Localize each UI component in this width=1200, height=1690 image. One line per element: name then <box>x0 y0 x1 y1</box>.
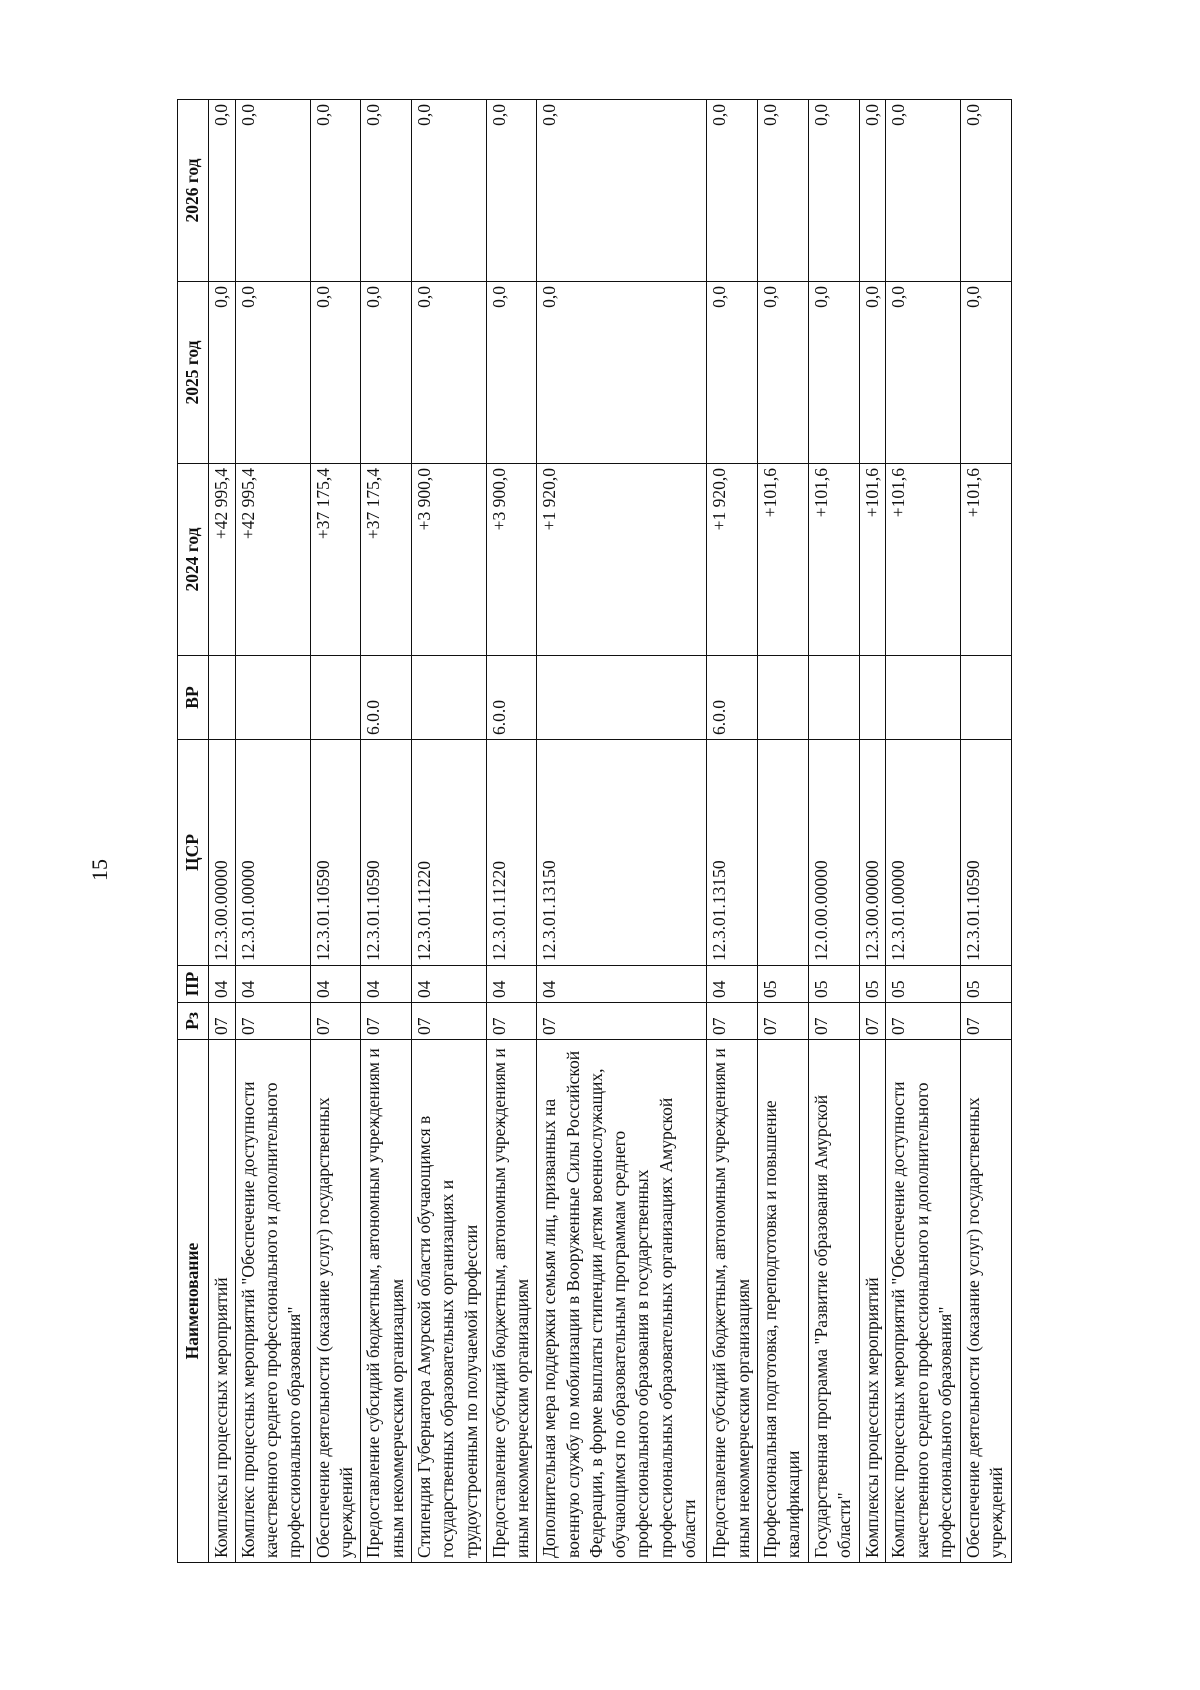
cell-csr: 12.3.01.10590 <box>961 740 1012 966</box>
cell-pr: 05 <box>886 966 961 1003</box>
header-name: Наименование <box>178 1040 209 1563</box>
cell-csr: 12.3.01.13150 <box>537 740 707 966</box>
cell-2026: 0,0 <box>758 100 809 282</box>
cell-csr: 12.3.01.11220 <box>412 740 487 966</box>
cell-pr: 04 <box>486 966 537 1003</box>
cell-2024: +42 995,4 <box>235 464 310 656</box>
cell-2025: 0,0 <box>758 282 809 464</box>
cell-csr <box>758 740 809 966</box>
cell-2025: 0,0 <box>886 282 961 464</box>
cell-2025: 0,0 <box>537 282 707 464</box>
cell-name: Комплексы процессных мероприятий <box>859 1040 886 1563</box>
cell-pr: 04 <box>412 966 487 1003</box>
cell-name: Обеспечение деятельности (оказание услуг) государственных учреждений <box>961 1040 1012 1563</box>
cell-pr: 04 <box>537 966 707 1003</box>
cell-2025: 0,0 <box>235 282 310 464</box>
cell-pr: 05 <box>808 966 859 1003</box>
cell-rz: 07 <box>412 1003 487 1040</box>
header-csr: ЦСР <box>178 740 209 966</box>
cell-2026: 0,0 <box>209 100 236 282</box>
cell-vr <box>235 656 310 740</box>
cell-2025: 0,0 <box>707 282 758 464</box>
cell-2026: 0,0 <box>235 100 310 282</box>
cell-name: Комплекс процессных мероприятий "Обеспечение доступности качественного среднего профессионального и дополнительного профессионального образования" <box>235 1040 310 1563</box>
header-pr: ПР <box>178 966 209 1003</box>
cell-vr <box>412 656 487 740</box>
table-row <box>707 100 758 1563</box>
cell-csr: 12.3.01.13150 <box>707 740 758 966</box>
cell-rz: 07 <box>758 1003 809 1040</box>
cell-2024: +42 995,4 <box>209 464 236 656</box>
table-row <box>808 100 859 1563</box>
header-2025: 2025 год <box>178 282 209 464</box>
cell-name: Предоставление субсидий бюджетным, автономным учреждениям и иным некоммерческим организациям <box>707 1040 758 1563</box>
budget-table <box>177 99 1012 1563</box>
cell-2026: 0,0 <box>886 100 961 282</box>
header-rz: Рз <box>178 1003 209 1040</box>
cell-pr: 04 <box>361 966 412 1003</box>
cell-vr <box>961 656 1012 740</box>
cell-2025: 0,0 <box>808 282 859 464</box>
cell-csr: 12.0.00.00000 <box>808 740 859 966</box>
cell-2024: +37 175,4 <box>310 464 361 656</box>
cell-vr <box>758 656 809 740</box>
table-header-row <box>178 100 209 1563</box>
cell-vr <box>808 656 859 740</box>
cell-csr: 12.3.00.00000 <box>859 740 886 966</box>
cell-rz: 07 <box>310 1003 361 1040</box>
cell-2026: 0,0 <box>859 100 886 282</box>
table-frame <box>177 100 1012 1563</box>
cell-pr: 05 <box>758 966 809 1003</box>
cell-rz: 07 <box>486 1003 537 1040</box>
cell-2026: 0,0 <box>961 100 1012 282</box>
cell-csr: 12.3.01.10590 <box>310 740 361 966</box>
table-row <box>361 100 412 1563</box>
header-2024: 2024 год <box>178 464 209 656</box>
cell-vr <box>859 656 886 740</box>
cell-csr: 12.3.00.00000 <box>209 740 236 966</box>
cell-name: Предоставление субсидий бюджетным, автономным учреждениям и иным некоммерческим организациям <box>361 1040 412 1563</box>
cell-2025: 0,0 <box>486 282 537 464</box>
cell-name: Предоставление субсидий бюджетным, автономным учреждениям и иным некоммерческим организациям <box>486 1040 537 1563</box>
cell-2024: +101,6 <box>758 464 809 656</box>
cell-name: Комплексы процессных мероприятий <box>209 1040 236 1563</box>
table-row <box>537 100 707 1563</box>
cell-2026: 0,0 <box>537 100 707 282</box>
header-2026: 2026 год <box>178 100 209 282</box>
cell-2026: 0,0 <box>412 100 487 282</box>
cell-rz: 07 <box>859 1003 886 1040</box>
table-row <box>961 100 1012 1563</box>
cell-2024: +3 900,0 <box>412 464 487 656</box>
cell-pr: 04 <box>310 966 361 1003</box>
cell-2024: +3 900,0 <box>486 464 537 656</box>
page-number: 15 <box>87 859 112 881</box>
cell-pr: 04 <box>707 966 758 1003</box>
cell-pr: 04 <box>235 966 310 1003</box>
cell-2024: +1 920,0 <box>707 464 758 656</box>
cell-2026: 0,0 <box>707 100 758 282</box>
cell-2024: +101,6 <box>859 464 886 656</box>
cell-pr: 05 <box>961 966 1012 1003</box>
table-row <box>209 100 236 1563</box>
cell-csr: 12.3.01.11220 <box>486 740 537 966</box>
cell-vr <box>209 656 236 740</box>
cell-name: Государственная программа "Развитие образования Амурской области" <box>808 1040 859 1563</box>
cell-2024: +101,6 <box>961 464 1012 656</box>
cell-2025: 0,0 <box>412 282 487 464</box>
cell-rz: 07 <box>235 1003 310 1040</box>
cell-csr: 12.3.01.10590 <box>361 740 412 966</box>
cell-2025: 0,0 <box>361 282 412 464</box>
cell-vr <box>886 656 961 740</box>
table-row <box>310 100 361 1563</box>
table-row <box>235 100 310 1563</box>
cell-vr: 6.0.0 <box>486 656 537 740</box>
cell-csr: 12.3.01.00000 <box>235 740 310 966</box>
cell-2026: 0,0 <box>310 100 361 282</box>
cell-pr: 04 <box>209 966 236 1003</box>
cell-vr <box>537 656 707 740</box>
cell-2026: 0,0 <box>808 100 859 282</box>
table-row <box>886 100 961 1563</box>
cell-2024: +101,6 <box>808 464 859 656</box>
table-row <box>859 100 886 1563</box>
cell-csr: 12.3.01.00000 <box>886 740 961 966</box>
cell-rz: 07 <box>361 1003 412 1040</box>
cell-rz: 07 <box>886 1003 961 1040</box>
cell-2025: 0,0 <box>209 282 236 464</box>
cell-pr: 05 <box>859 966 886 1003</box>
cell-vr: 6.0.0 <box>361 656 412 740</box>
cell-vr: 6.0.0 <box>707 656 758 740</box>
cell-rz: 07 <box>808 1003 859 1040</box>
cell-2025: 0,0 <box>961 282 1012 464</box>
cell-name: Стипендия Губернатора Амурской области обучающимся в государственных образовательных организациях и трудоустроенным по получаемой профессии <box>412 1040 487 1563</box>
cell-2024: +1 920,0 <box>537 464 707 656</box>
cell-name: Профессиональная подготовка, переподготовка и повышение квалификации <box>758 1040 809 1563</box>
cell-2026: 0,0 <box>486 100 537 282</box>
table-row <box>412 100 487 1563</box>
cell-rz: 07 <box>537 1003 707 1040</box>
table-row <box>486 100 537 1563</box>
cell-name: Обеспечение деятельности (оказание услуг) государственных учреждений <box>310 1040 361 1563</box>
cell-2024: +101,6 <box>886 464 961 656</box>
cell-2025: 0,0 <box>859 282 886 464</box>
cell-name: Комплекс процессных мероприятий "Обеспечение доступности качественного среднего профессионального и дополнительного профессионального образования" <box>886 1040 961 1563</box>
cell-rz: 07 <box>209 1003 236 1040</box>
table-row <box>758 100 809 1563</box>
cell-vr <box>310 656 361 740</box>
header-vr: ВР <box>178 656 209 740</box>
cell-2024: +37 175,4 <box>361 464 412 656</box>
cell-rz: 07 <box>961 1003 1012 1040</box>
cell-rz: 07 <box>707 1003 758 1040</box>
cell-2026: 0,0 <box>361 100 412 282</box>
cell-2025: 0,0 <box>310 282 361 464</box>
cell-name: Дополнительная мера поддержки семьям лиц, призванных на военную службу по мобилизации в Вооруженные Силы Российской Федерации, в форме выплаты стипендии детям военнослужащих, обучающимся по образовательным программам среднего профессионального образования в государственных профессиональных образовательных организациях Амурской области <box>537 1040 707 1563</box>
